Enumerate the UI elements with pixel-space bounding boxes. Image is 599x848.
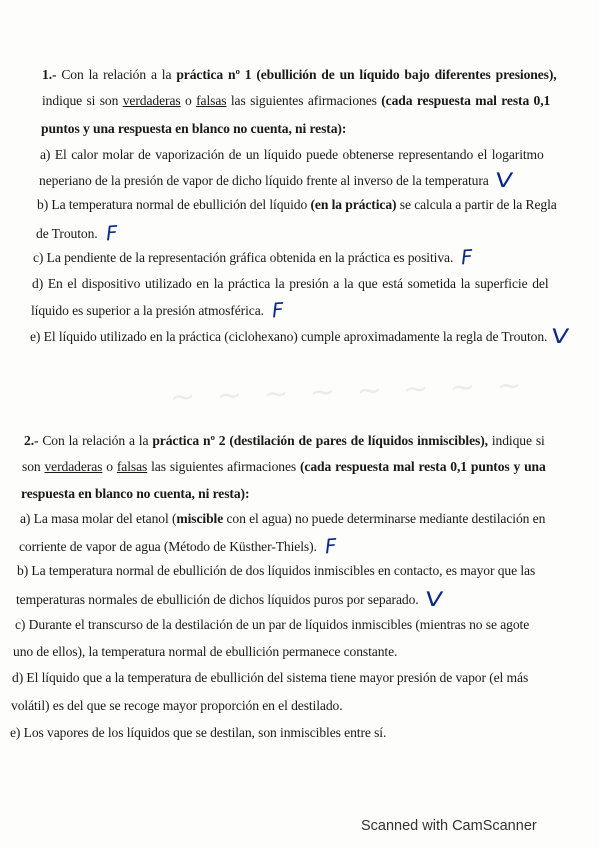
q1-intro-line-1 [42,66,557,84]
question-number: 2.- [24,433,39,448]
statement-text: con el agua) no puede determinarse mediante destilación en [223,511,546,526]
q2-statement-c-line-1: c) Durante el transcurso de la destilación de un par de líquidos inmiscibles (mientras no se agote [15,617,530,632]
q2-intro-text: las siguientes afirmaciones [147,459,300,474]
handwritten-true-mark: V [549,324,571,348]
q2-statement-e: e) Los vapores de los líquidos que se destilan, son inmiscibles entre sí. [10,725,387,740]
handwritten-true-mark: V [493,168,514,192]
underlined-falsas: falsas [116,459,148,474]
emphasis-text: miscible [176,511,224,526]
q2-statement-c-line-2: uno de ellos), la temperatura normal de ebullición permanece constante. [13,644,398,659]
statement-text: b) La temperatura normal de ebullición del líquido [37,197,311,212]
q1-intro-line-2 [42,92,550,110]
handwritten-false-mark: F [460,244,474,270]
q1-statement-b-line-2 [36,220,118,246]
q2-intro-line-2 [22,458,546,476]
statement-text: de Trouton. [36,226,98,241]
statement-text: se calcula a partir de la Regla [396,197,557,212]
q2-statement-d-line-1: d) El líquido que a la temperatura de ebullición del sistema tiene mayor presión de vapor (el más [12,670,529,685]
practice-title: práctica nº 1 (ebullición de un líquido bajo diferentes presiones), [176,67,557,82]
q1-statement-a-line-2 [39,168,514,192]
q1-statement-b-line-1 [37,196,557,214]
q1-intro-line-3: puntos y una respuesta en blanco no cuenta, ni resta): [41,121,347,136]
q2-statement-a-line-2 [19,533,338,559]
underlined-verdaderas: verdaderas [122,93,181,108]
scoring-rule: (cada respuesta mal resta 0,1 puntos y una [299,459,546,474]
statement-text: a) La masa molar del etanol ( [20,511,177,526]
q2-intro-line-1 [24,432,545,450]
q1-statement-d-line-2 [31,297,285,323]
statement-text: líquido es superior a la presión atmosférica. [31,303,264,318]
handwritten-true-mark: V [423,587,444,611]
handwritten-false-mark: F [271,297,285,323]
q2-intro-line-3: respuesta en blanco no cuenta, ni resta): [21,486,250,501]
q1-statement-d-line-1: d) En el dispositivo utilizado en la práctica la presión a la que está sometida la superficie del [32,276,549,291]
q2-intro-text: son [22,459,45,474]
handwritten-false-mark: F [104,220,118,246]
q2-statement-a-line-1 [20,510,545,528]
scanner-watermark: Scanned with CamScanner [361,818,537,834]
underlined-falsas: falsas [196,93,227,108]
statement-text: temperaturas normales de ebullición de dichos líquidos puros por separado. [16,592,419,607]
statement-text: c) La pendiente de la representación gráfica obtenida en la práctica es positiva. [33,250,454,265]
handwritten-false-mark: F [323,533,338,559]
statement-text: neperiano de la presión de vapor de dicho líquido frente al inverso de la temperatura [39,173,489,188]
q1-intro-text: las siguientes afirmaciones [226,93,382,108]
q1-intro-text: indique si son [42,93,123,108]
q2-intro-text: indique si [487,433,545,448]
q2-statement-d-line-2: volátil) es del que se recoge mayor proporción en el destilado. [11,698,343,713]
emphasis-text: (en la práctica) [310,197,397,212]
q1-statement-c [33,244,474,270]
q2-statement-b-line-1: b) La temperatura normal de ebullición de dos líquidos inmiscibles en contacto, es mayor que las [17,563,536,578]
practice-title: práctica nº 2 (destilación de pares de líquidos inmiscibles), [152,433,488,448]
q1-intro-text: o [180,93,197,108]
underlined-verdaderas: verdaderas [44,459,103,474]
q1-intro-text: Con la relación a la [56,67,177,82]
q2-intro-text: o [102,459,117,474]
question-number: 1.- [42,67,57,82]
q2-statement-b-line-2 [16,587,444,611]
q2-intro-text: Con la relación a la [38,433,153,448]
q1-statement-e [30,324,571,348]
q1-statement-a-line-1: a) El calor molar de vaporización de un líquido puede obtenerse representando el logaritmo [40,147,544,162]
statement-text: corriente de vapor de agua (Método de Küsther-Thiels). [19,539,317,554]
bleed-through-mark: ~ ~ ~ ~ ~ ~ ~ ~ [169,367,529,416]
scoring-rule: (cada respuesta mal resta 0,1 [381,93,551,108]
statement-text: e) El líquido utilizado en la práctica (ciclohexano) cumple aproximadamente la regla de Trouton. [30,329,548,344]
